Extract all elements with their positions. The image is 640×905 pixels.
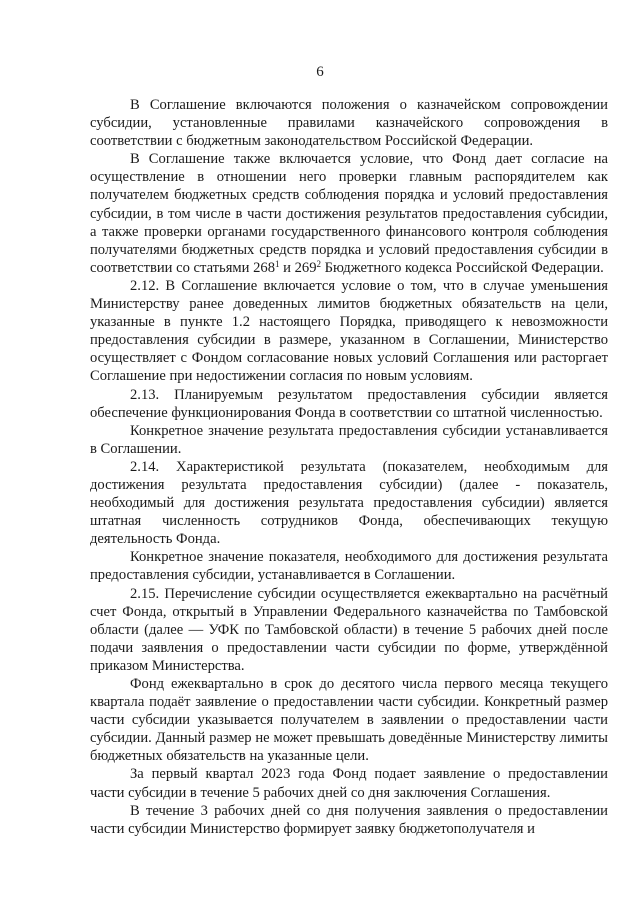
paragraph-first-quarter: За первый квартал 2023 года Фонд подает заявление о предоставлении части субсидии в течение 5 рабочих дней со дня заключения Соглашения.: [90, 766, 608, 801]
document-body: [90, 96, 608, 838]
superscript-1: 1: [275, 258, 280, 269]
paragraph-2-12: 2.12. В Соглашение включается условие о том, что в случае уменьшения Министерству ранее доведенных лимитов бюджетных обязательств на цели, указанные в пункте 1.2 настоящего Порядка, приводящего к невозможности предоставления субсидии в размере, указанном в Соглашении, Министерство осуществляет с Фондом согласование новых условий Соглашения или расторгает Соглашение при недостижении согласия по новым условиям.: [90, 277, 608, 385]
paragraph-2-15: 2.15. Перечисление субсидии осуществляется ежеквартально на расчётный счет Фонда, открытый в Управлении Федерального казначейства по Тамбовской области (далее — УФК по Тамбовской области) в течение 5 рабочих дней после подачи заявления о предоставлении части субсидии по форме, утверждённой приказом Министерства.: [90, 585, 608, 674]
paragraph-2-14: 2.14. Характеристикой результата (показателем, необходимым для достижения результата предоставления субсидии) (далее - показатель, необходимый для достижения результата предоставления субсидии) является штатная численность сотрудников Фонда, обеспечивающих текущую деятельность Фонда.: [90, 458, 608, 548]
paragraph-treasury-support: В Соглашение включаются положения о казначейском сопровождении субсидии, установленные правилами казначейского сопровождения в соответствии с бюджетным законодательством Российской Федерации.: [90, 97, 608, 150]
paragraph-application-processing: В течение 3 рабочих дней со дня получения заявления о предоставлении части субсидии Министерство формирует заявку бюджетополучателя и: [90, 802, 608, 837]
paragraph-indicator-value: Конкретное значение показателя, необходимого для достижения результата предоставления субсидии, устанавливается в Соглашении.: [90, 549, 608, 584]
paragraph-fund-consent-text: В Соглашение также включается условие, что Фонд дает согласие на осуществление в отношении него проверки главным распорядителем как получателем бюджетных средств соблюдения порядка и условий предоставления субсидии, в том числе в части достижения результатов предоставления субсидии, а также проверки органами государственного финансового контроля соблюдения получателями бюджетных средств порядка и условий предоставления субсидии в соответствии со статьями 268: [90, 151, 608, 276]
paragraph-fund-consent-end: Бюджетного кодекса Российской Федерации.: [321, 259, 604, 276]
superscript-2: 2: [316, 258, 321, 269]
paragraph-result-value: Конкретное значение результата предоставления субсидии устанавливается в Соглашении.: [90, 422, 608, 457]
paragraph-2-13: 2.13. Планируемым результатом предоставления субсидии является обеспечение функционирования Фонда в соответствии со штатной численностью.: [90, 386, 608, 421]
page-number: 6: [316, 64, 324, 80]
paragraph-fund-consent: [90, 150, 608, 277]
paragraph-quarterly-application: Фонд ежеквартально в срок до десятого числа первого месяца текущего квартала подаёт заявление о предоставлении части субсидии. Конкретный размер части субсидии указывается получателем в заявлении о предоставлении части субсидии. Данный размер не может превышать доведённые Министерству лимиты бюджетных обязательств на указанные цели.: [90, 676, 608, 765]
paragraph-fund-consent-middle: и 269: [279, 259, 317, 276]
